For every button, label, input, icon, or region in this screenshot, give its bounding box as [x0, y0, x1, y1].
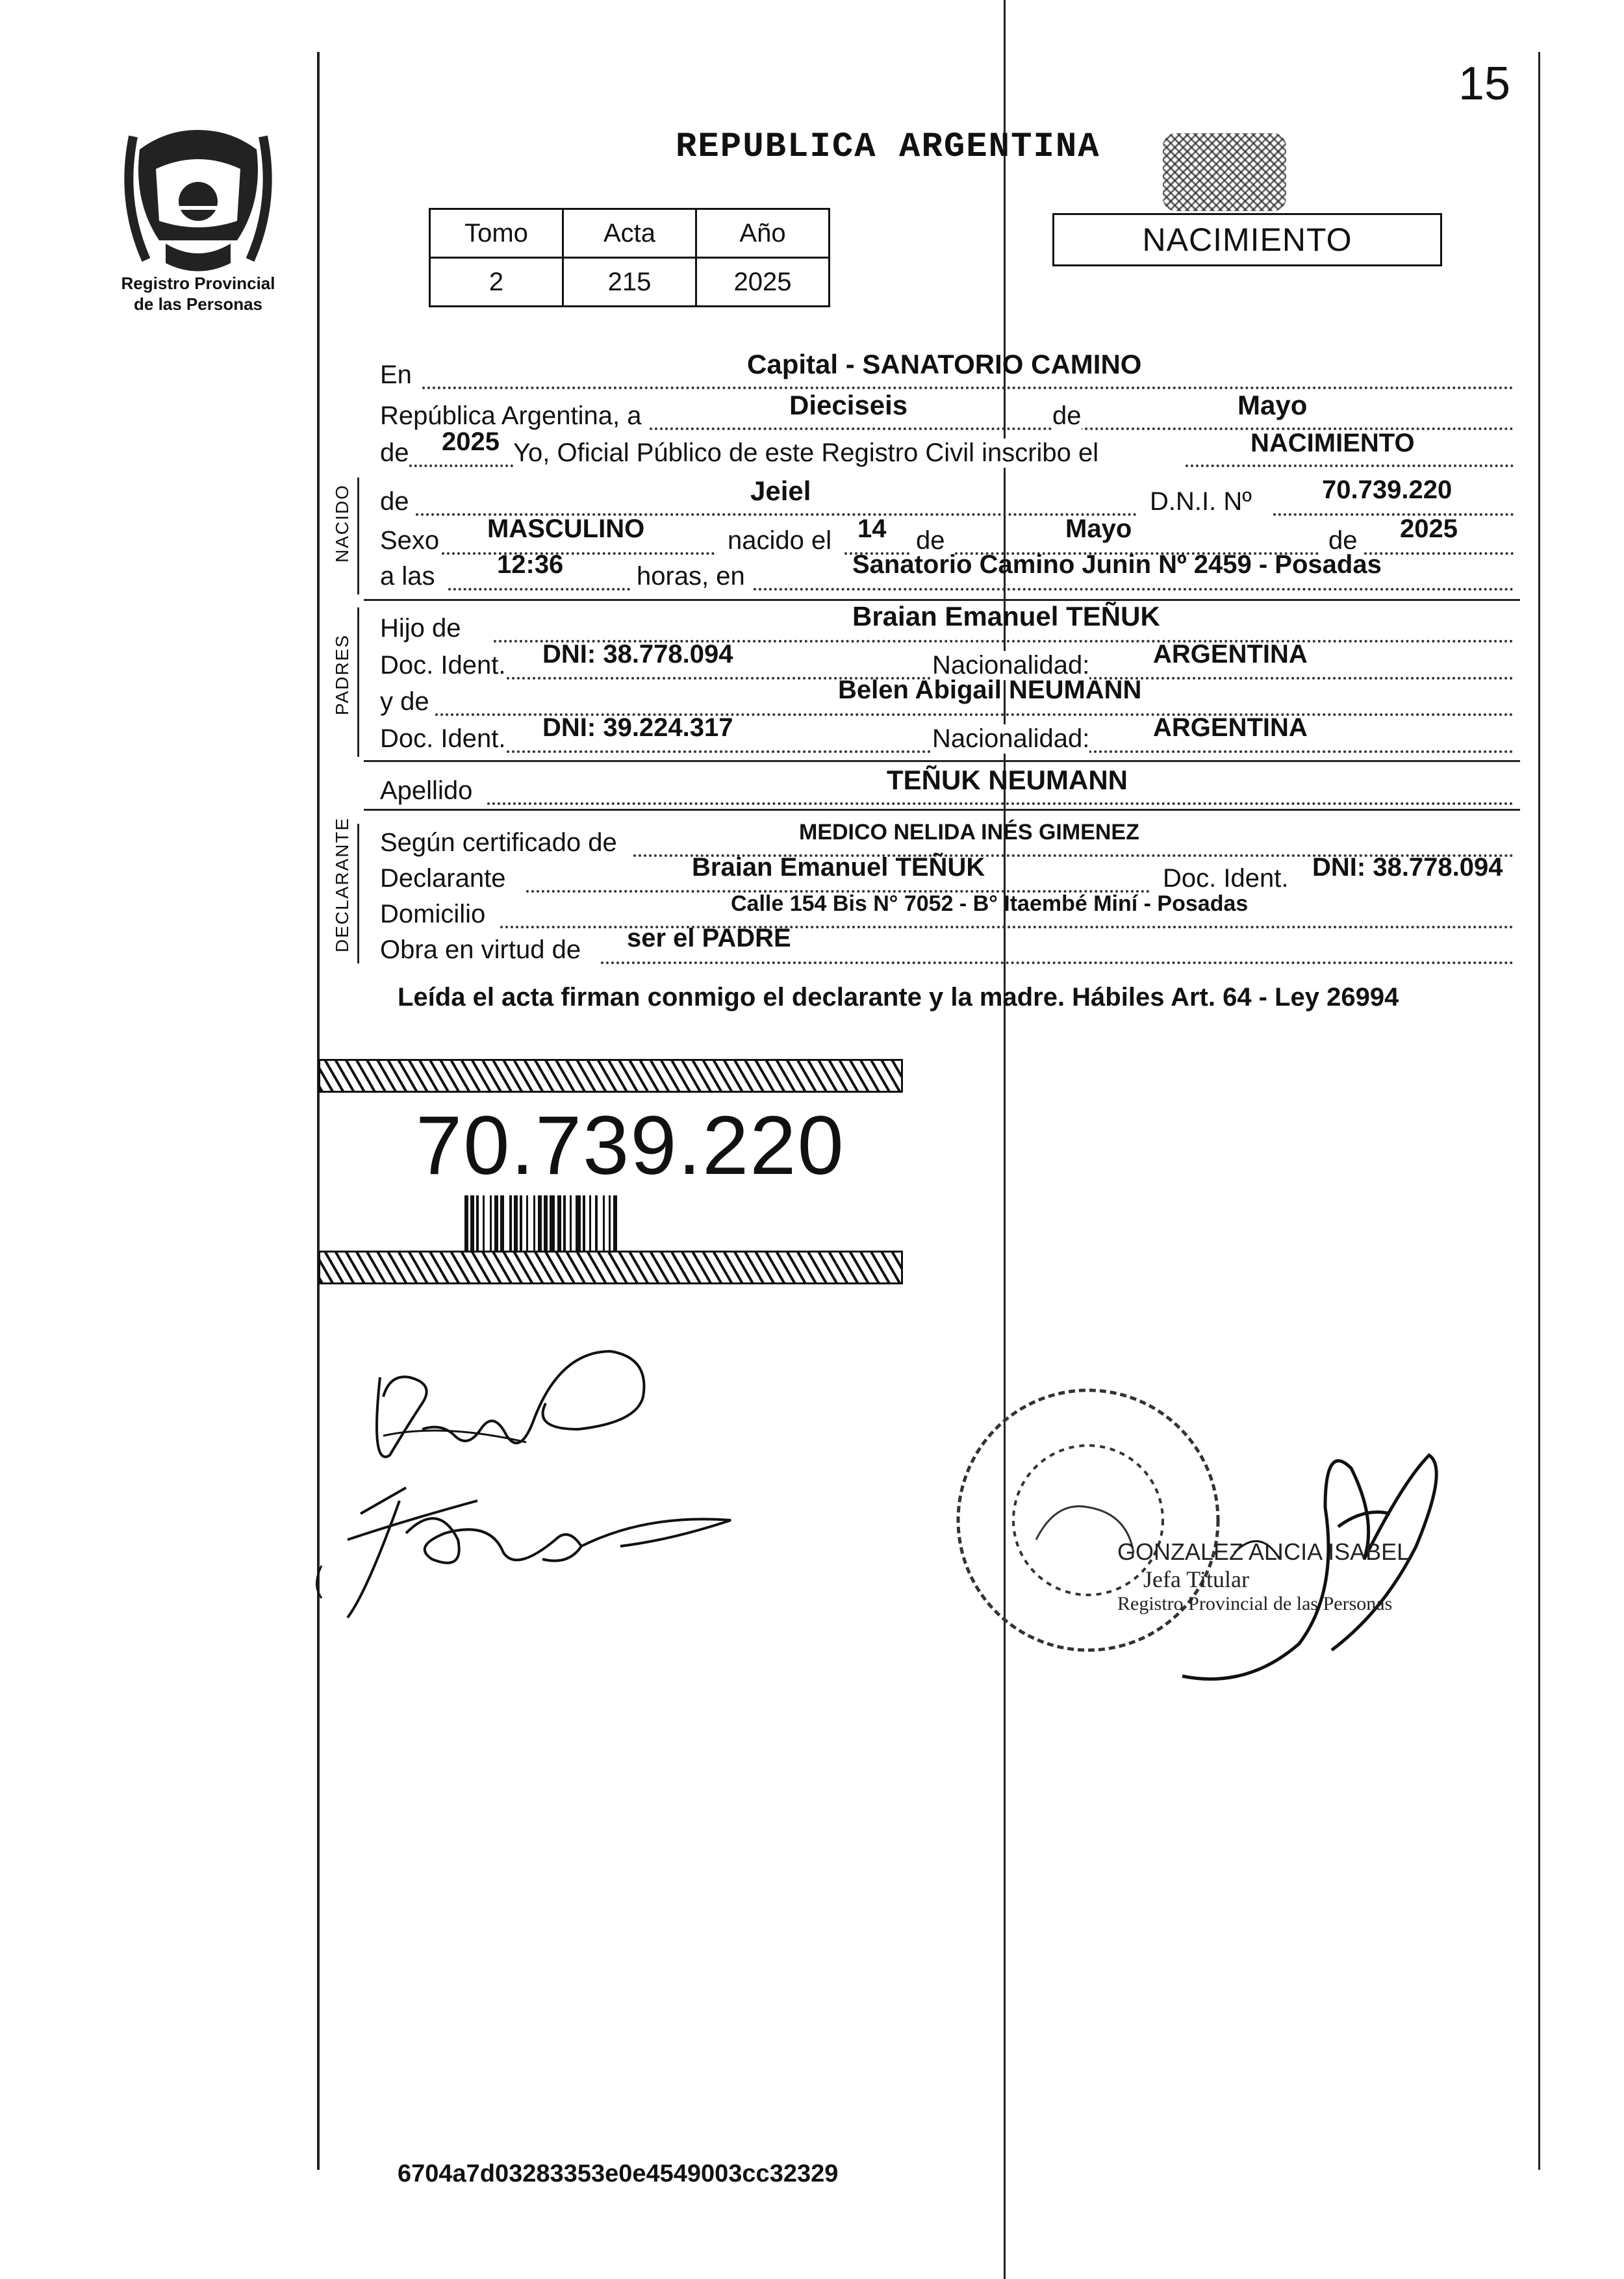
dotted-line	[1186, 465, 1514, 467]
dotted-line	[442, 552, 715, 555]
provincial-seal-icon	[120, 110, 276, 279]
lugar-value: Sanatorio Camino Junin Nº 2459 - Posadas	[852, 550, 1382, 579]
en-value: Capital - SANATORIO CAMINO	[747, 349, 1142, 379]
padre-value: Braian Emanuel TEÑUK	[852, 601, 1160, 631]
section-bar	[357, 824, 359, 963]
domicilio-label: Domicilio	[380, 900, 486, 928]
declarante-label: Declarante	[380, 864, 506, 893]
dotted-line	[1364, 552, 1514, 555]
nacido-de2-label: de	[916, 526, 945, 555]
section-divider	[364, 809, 1520, 811]
page-number: 15	[1458, 58, 1511, 110]
y-de-label: y de	[380, 687, 429, 716]
nacido-section-label: NACIDO	[332, 484, 352, 563]
table-header: Tomo	[430, 209, 563, 258]
certificado-value: MEDICO NELIDA INÉS GIMENEZ	[799, 820, 1139, 845]
section-bar	[357, 607, 359, 757]
official-office: Registro Provincial de las Personas	[1117, 1593, 1393, 1614]
logo-caption-line2: de las Personas	[134, 294, 262, 314]
dni-label: D.N.I. Nº	[1150, 487, 1252, 516]
obra-label: Obra en virtud de	[380, 936, 581, 964]
dotted-line	[601, 961, 1514, 964]
nombre-value: Jeiel	[750, 476, 811, 506]
padre-doc-label: Doc. Ident.	[380, 651, 506, 680]
apellido-label: Apellido	[380, 776, 473, 805]
de2-label: de	[380, 439, 409, 467]
anio-value: 2025	[442, 427, 500, 456]
security-pattern	[1163, 133, 1286, 211]
nacido-dia-value: 14	[857, 515, 887, 543]
madre-nac-label: Nacionalidad:	[932, 724, 1090, 753]
declarante-value: Braian Emanuel TEÑUK	[692, 853, 985, 882]
table-header: Acta	[563, 209, 696, 258]
a-las-label: a las	[380, 562, 435, 591]
nacido-de-label: de	[380, 487, 409, 516]
dni-value: 70.739.220	[1322, 476, 1453, 504]
signature-declarant	[309, 1462, 737, 1631]
table-cell: 215	[563, 258, 696, 307]
dotted-line	[448, 588, 630, 591]
section-divider	[364, 760, 1520, 762]
left-margin-line	[317, 52, 320, 2170]
sexo-value: MASCULINO	[487, 515, 645, 543]
de-label: de	[1052, 401, 1082, 430]
tipo-value: NACIMIENTO	[1250, 429, 1415, 457]
domicilio-value: Calle 154 Bis N° 7052 - B° Itaembé Miní - Posadas	[731, 891, 1249, 916]
nacido-anio-value: 2025	[1400, 515, 1458, 543]
declarante-doc-label: Doc. Ident.	[1163, 864, 1289, 893]
certificado-label: Según certificado de	[380, 828, 617, 857]
nacido-mes-value: Mayo	[1065, 515, 1132, 543]
dotted-line	[754, 588, 1514, 591]
dotted-line	[487, 802, 1514, 805]
signature-mother	[364, 1325, 663, 1481]
closing-statement: Leída el acta firman conmigo el declarante y la madre. Hábiles Art. 64 - Ley 26994	[398, 983, 1399, 1012]
republica-label: República Argentina, a	[380, 401, 642, 430]
madre-nac-value: ARGENTINA	[1153, 713, 1308, 742]
padres-section-label: PADRES	[332, 633, 352, 715]
table-header: Año	[696, 209, 830, 258]
volume-record-table	[429, 208, 830, 307]
padre-doc-value: DNI: 38.778.094	[542, 640, 733, 668]
dotted-line	[409, 465, 513, 467]
document-title: REPUBLICA ARGENTINA	[676, 127, 1100, 167]
padre-nac-label: Nacionalidad:	[932, 651, 1090, 680]
madre-value: Belen Abigail NEUMANN	[838, 676, 1142, 704]
table-cell: 2	[430, 258, 563, 307]
official-name-block	[1117, 1538, 1410, 1615]
hora-value: 12:36	[497, 550, 564, 579]
en-label: En	[380, 361, 412, 389]
declarante-section-label: DECLARANTE	[332, 817, 352, 952]
section-bar	[357, 477, 359, 594]
dotted-line	[422, 387, 1514, 389]
padre-nac-value: ARGENTINA	[1153, 640, 1308, 668]
obra-value: ser el PADRE	[627, 924, 791, 952]
nacido-de3-label: de	[1328, 526, 1358, 555]
logo-caption-line1: Registro Provincial	[121, 274, 275, 293]
apellido-value: TEÑUK NEUMANN	[887, 765, 1128, 795]
hijo-de-label: Hijo de	[380, 614, 461, 643]
dotted-line	[1273, 513, 1514, 516]
yo-label: Yo, Oficial Público de este Registro Civil inscribo el	[513, 439, 1099, 467]
madre-doc-label: Doc. Ident.	[380, 724, 506, 753]
record-type-box: NACIMIENTO	[1052, 213, 1442, 266]
table-cell: 2025	[696, 258, 830, 307]
mes-value: Mayo	[1237, 390, 1308, 420]
official-name: GONZALEZ ALICIA ISABEL	[1117, 1538, 1410, 1565]
horas-en-label: horas, en	[637, 562, 745, 591]
security-strip-top	[318, 1059, 903, 1093]
document-hash: 6704a7d03283353e0e4549003cc32329	[398, 2160, 839, 2187]
dia-value: Dieciseis	[789, 390, 908, 420]
sexo-label: Sexo	[380, 526, 440, 555]
dni-number-large: 70.739.220	[416, 1099, 845, 1192]
right-margin-line	[1538, 52, 1540, 2170]
official-title: Jefa Titular	[1143, 1566, 1250, 1592]
madre-doc-value: DNI: 39.224.317	[542, 713, 733, 742]
center-fold-line	[1004, 0, 1006, 2279]
declarante-doc-value: DNI: 38.778.094	[1312, 853, 1503, 882]
nacido-el-label: nacido el	[728, 526, 832, 555]
logo-caption	[97, 273, 299, 314]
security-strip-bottom	[318, 1251, 903, 1284]
